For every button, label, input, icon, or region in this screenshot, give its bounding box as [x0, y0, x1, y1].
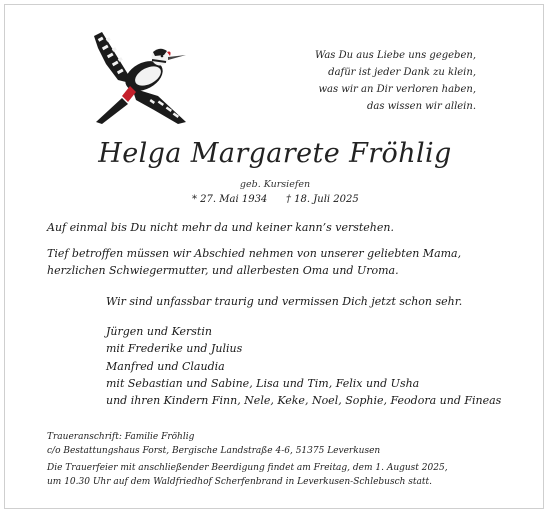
birth-date: * 27. Mai 1934: [192, 194, 268, 205]
poem-line: das wissen wir allein.: [366, 101, 476, 112]
ceremony-line: Die Trauerfeier mit anschließender Beerdigung findet am Freitag, dem 1. August 2025,: [47, 463, 448, 473]
poem-line: dafür ist jeder Dank zu klein,: [328, 67, 476, 78]
message: [47, 245, 461, 279]
address-line: Traueranschrift: Familie Fröhlig: [47, 432, 195, 442]
ceremony-info: [47, 461, 448, 489]
message-line: Tief betroffen müssen wir Abschied nehmen von unserer geliebten Mama,: [47, 247, 462, 260]
mourning-address: [47, 430, 380, 458]
sentiment-line: Wir sind unfassbar traurig und vermissen Dich jetzt schon sehr.: [106, 295, 463, 308]
family-line: Jürgen und Kerstin: [106, 325, 212, 338]
woodpecker-icon: [88, 26, 194, 132]
family-group-1: [106, 323, 242, 357]
family-line: mit Sebastian und Sabine, Lisa und Tim, Felix und Usha: [106, 377, 420, 390]
family-group-2: [106, 358, 501, 409]
family-line: und ihren Kindern Finn, Nele, Keke, Noel, Sophie, Feodora und Fineas: [106, 394, 502, 407]
address-line: c/o Bestattungshaus Forst, Bergische Landstraße 4-6, 51375 Leverkusen: [47, 446, 381, 456]
family-line: mit Frederike und Julius: [106, 342, 243, 355]
intro-line: Auf einmal bis Du nicht mehr da und keiner kann’s verstehen.: [47, 221, 394, 234]
poem-line: Was Du aus Liebe uns gegeben,: [314, 50, 476, 61]
ceremony-line: um 10.30 Uhr auf dem Waldfriedhof Scherfenbrand in Leverkusen-Schlebusch statt.: [47, 477, 432, 487]
deceased-name: Helga Margarete Fröhlig: [98, 138, 452, 169]
poem-line: was wir an Dir verloren haben,: [318, 84, 476, 95]
message-line: herzlichen Schwiegermutter, und allerbesten Oma und Uroma.: [47, 264, 399, 277]
family-line: Manfred und Claudia: [106, 360, 225, 373]
born-name: geb. Kursiefen: [239, 179, 311, 190]
poem: [315, 47, 476, 115]
death-date: † 18. Juli 2025: [286, 194, 359, 205]
